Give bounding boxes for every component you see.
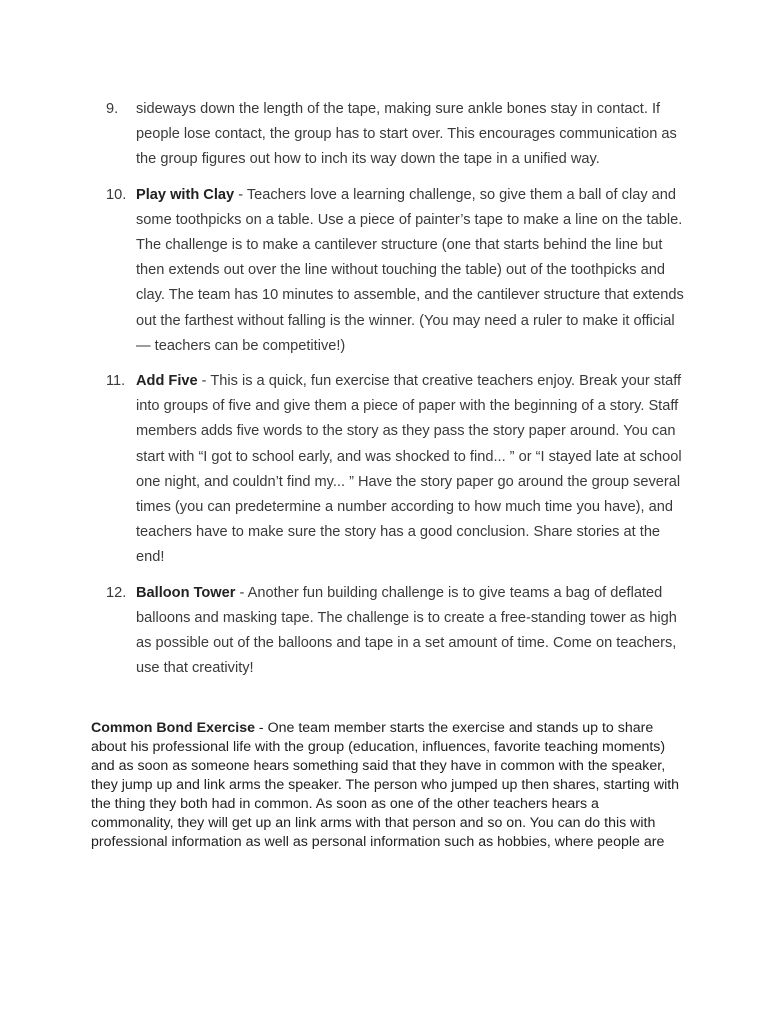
list-item-title: Add Five xyxy=(136,373,198,390)
list-item-title: Balloon Tower xyxy=(136,584,236,601)
list-item-number: 12. xyxy=(106,584,127,601)
list-item-title: Play with Clay xyxy=(136,186,235,203)
list-item-text: Teachers love a learning challenge, so give them a ball of clay and some toothpicks on a table. Use a piece of painter’s tape to make a line on the table. The challenge is to make a cantilever structure (one that starts behind the line but then extends out over the line without touching the table) out of the toothpicks and clay. The team has 10 minutes to assemble, and the cantilever structure that extends out the farthest without falling is the winner. (You may need a ruler to make it official — teachers can be competitive!) xyxy=(136,186,684,354)
paragraph-title: Common Bond Exercise xyxy=(91,720,255,736)
list-item-text: This is a quick, fun exercise that creative teachers enjoy. Break your staff into groups of five and give them a piece of paper with the beginning of a story. Staff members adds five words to the story as they pass the story paper around. You can start with “I got to school early, and was shocked to find... ” or “I stayed late at school one night, and couldn’t find my... ” Have the story paper go around the group several times (you can predetermine a number according to how much time you have), and teachers have to make sure the story has a good conclusion. Share stories at the end! xyxy=(136,373,682,566)
common-bond-paragraph xyxy=(91,719,681,852)
numbered-list xyxy=(106,97,686,681)
list-item xyxy=(106,97,686,173)
list-item xyxy=(106,369,686,571)
list-item xyxy=(106,581,686,682)
list-item-number: 11. xyxy=(106,373,126,390)
list-item-text: Another fun building challenge is to give teams a bag of deflated balloons and masking tape. The challenge is to create a free-standing tower as high as possible out of the balloons and tape in a set amount of time. Come on teachers, use that creativity! xyxy=(136,584,677,677)
paragraph-separator: - xyxy=(254,720,268,736)
list-item-number: 10. xyxy=(106,186,127,203)
list-item-number: 9. xyxy=(106,101,119,117)
list-item-separator: - xyxy=(197,373,211,390)
list-item-separator: - xyxy=(234,186,247,203)
list-item-separator: - xyxy=(235,584,248,601)
list-item-text: sideways down the length of the tape, making sure ankle bones stay in contact. If people lose contact, the group has to start over. This encourages communication as the group figures out how to inch its way down the tape in a unified way. xyxy=(136,101,677,168)
paragraph-text: One team member starts the exercise and stands up to share about his professional life with the group (education, influences, favorite teaching moments) and as soon as someone hears something said that they have in common with the speaker, they jump up and link arms the speaker. The person who jumped up then shares, starting with the thing they both had in common. As soon as one of the other teachers hears a commonality, they will get up an link arms with that person and so on. You can do this with professional information as well as personal information such as hobbies, where people are xyxy=(91,720,680,850)
list-item xyxy=(106,183,686,359)
